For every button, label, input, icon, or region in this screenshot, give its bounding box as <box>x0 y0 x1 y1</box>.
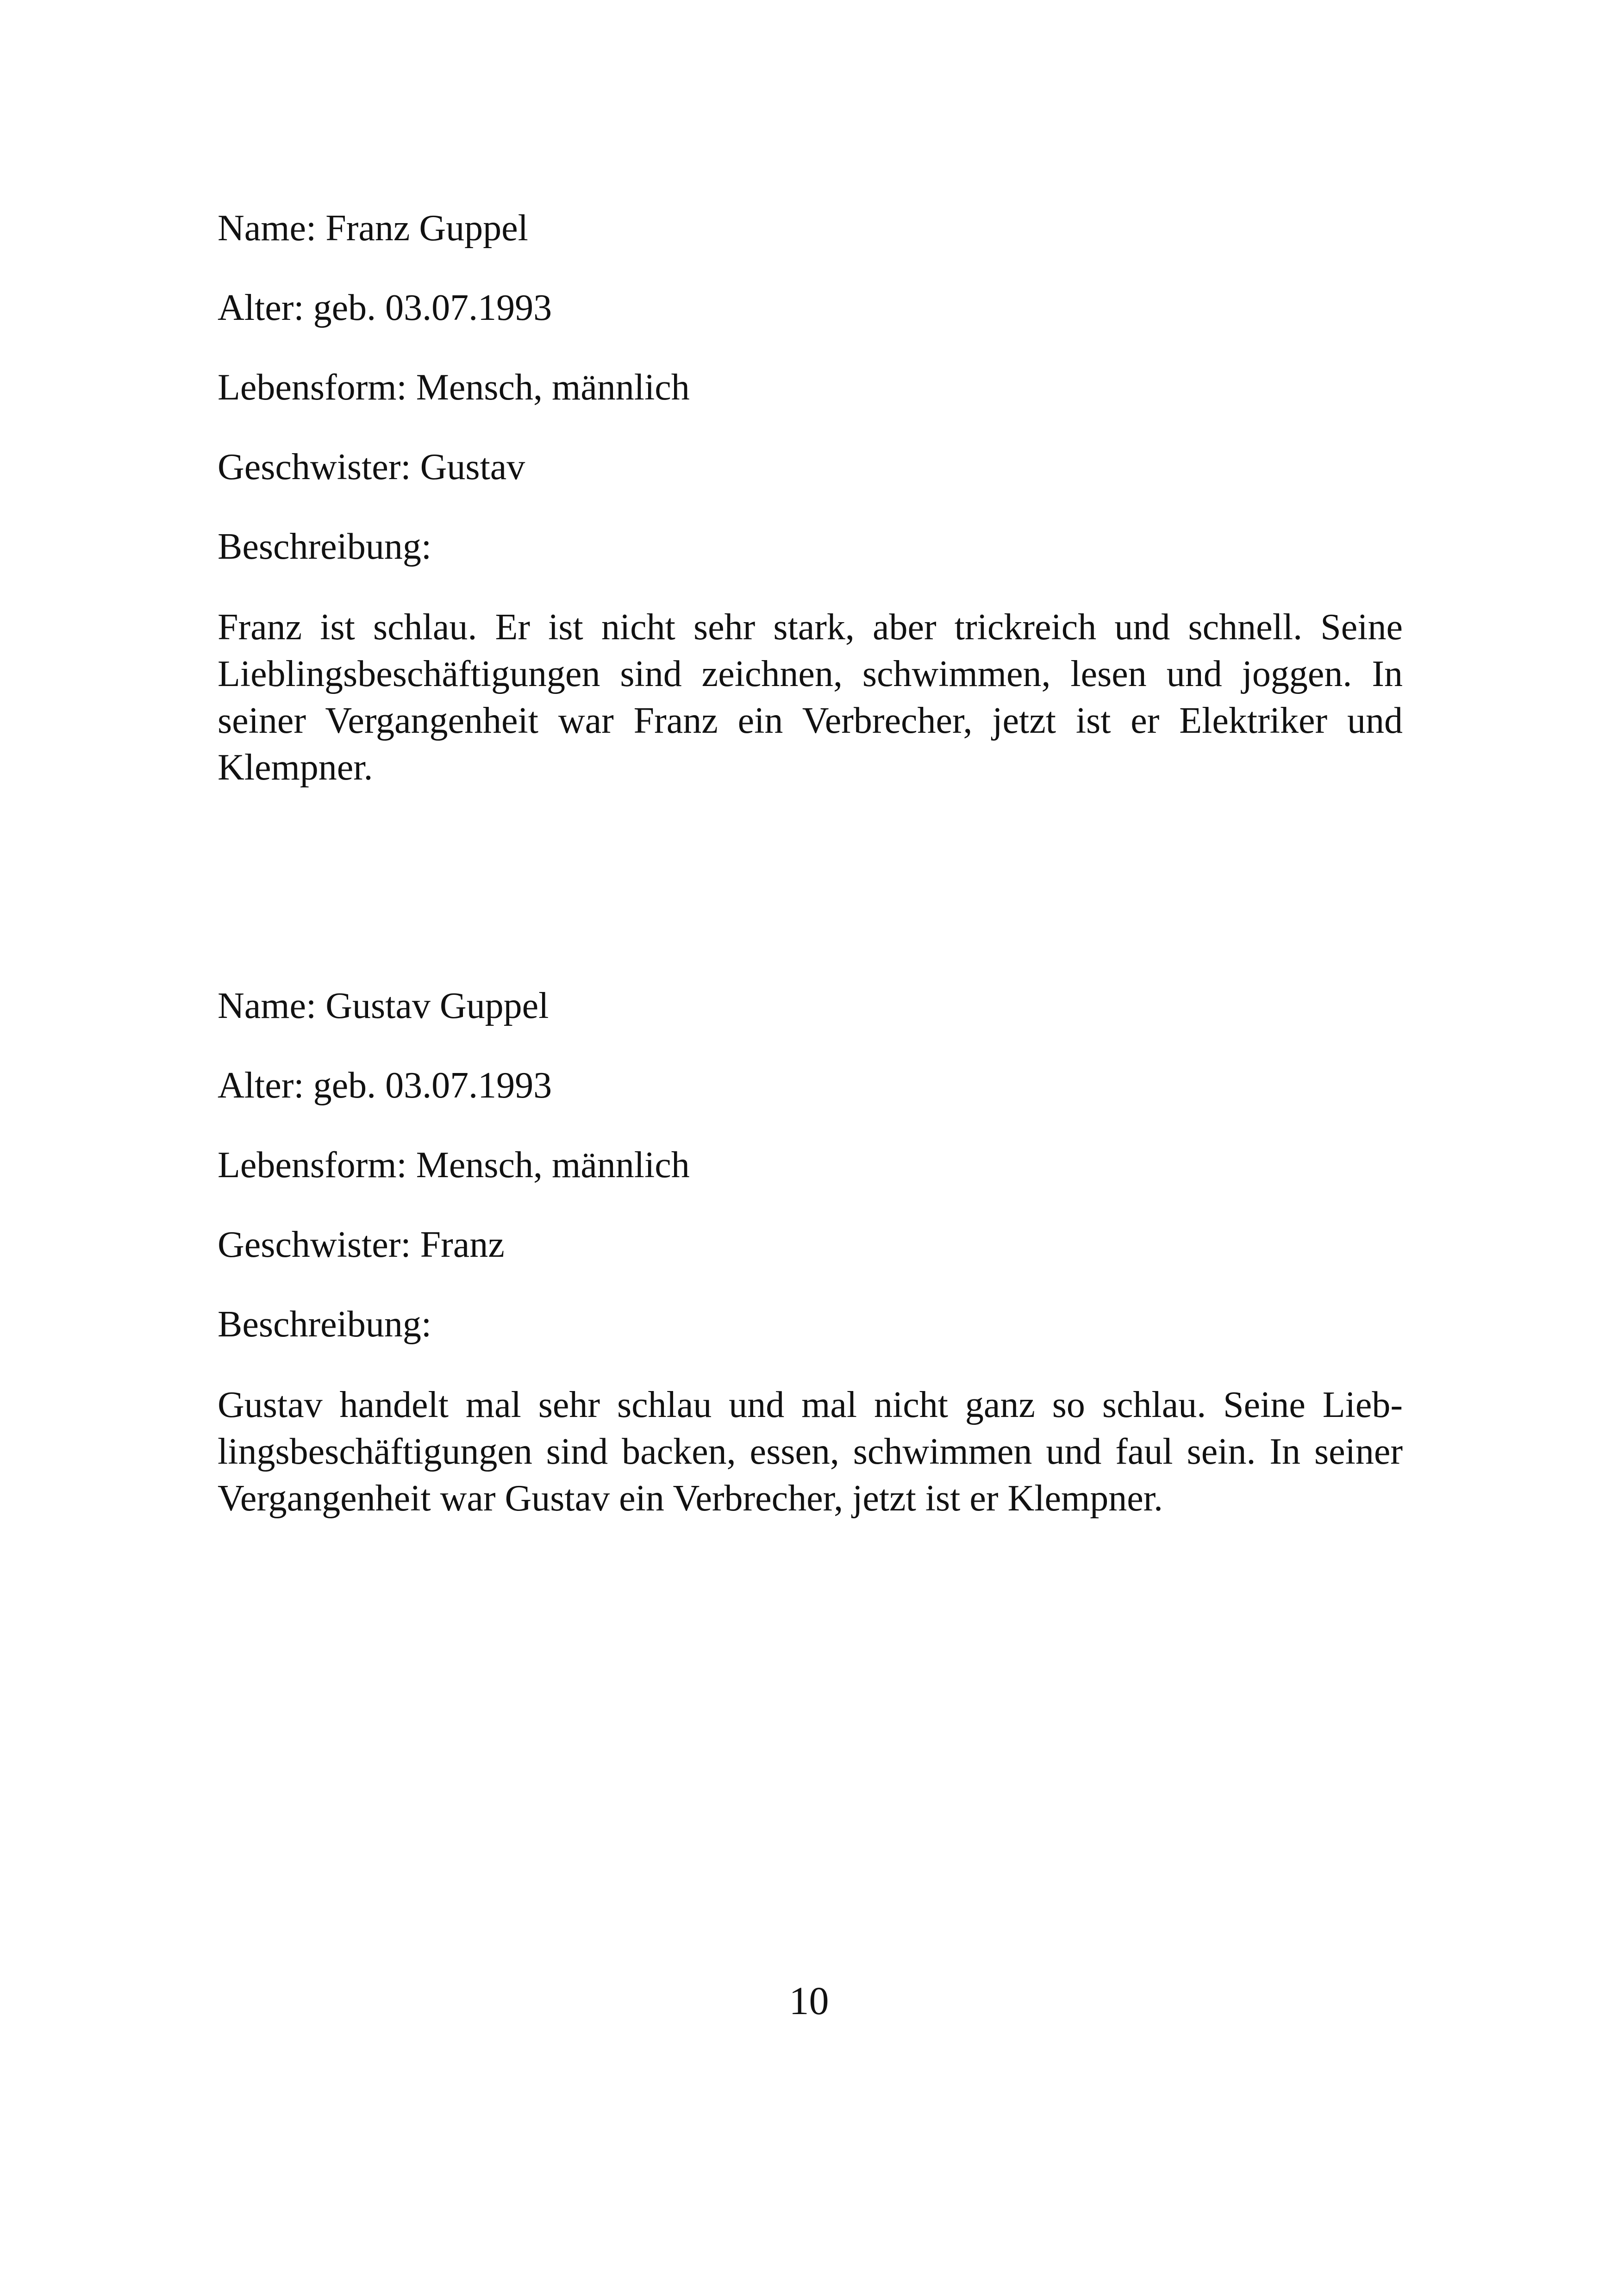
siblings-label: Geschwister: <box>218 1224 411 1265</box>
siblings-value: Gustav <box>420 447 525 487</box>
name-label: Name: <box>218 986 317 1026</box>
name-field <box>218 206 1403 250</box>
lifeform-value: Mensch, männlich <box>416 1145 690 1185</box>
siblings-field <box>218 445 1403 489</box>
age-value: geb. 03.07.1993 <box>313 1065 552 1106</box>
lifeform-field <box>218 365 1403 410</box>
lifeform-label: Lebensform: <box>218 367 407 408</box>
age-field <box>218 286 1403 330</box>
name-label: Name: <box>218 208 317 249</box>
page-number: 10 <box>789 1978 829 2023</box>
age-label: Alter: <box>218 1065 304 1106</box>
name-value: Franz Guppel <box>325 208 528 249</box>
lifeform-label: Lebensform: <box>218 1145 407 1185</box>
age-label: Alter: <box>218 287 304 328</box>
siblings-field <box>218 1223 1403 1267</box>
name-field <box>218 984 1403 1028</box>
siblings-value: Franz <box>420 1224 505 1265</box>
profile-franz <box>218 206 1403 791</box>
lifeform-field <box>218 1143 1403 1187</box>
description-label: Beschreibung: <box>218 1304 432 1345</box>
age-field <box>218 1063 1403 1108</box>
name-value: Gustav Guppel <box>325 986 549 1026</box>
lifeform-value: Mensch, männlich <box>416 367 690 408</box>
profile-gustav <box>218 984 1403 1522</box>
description-text: Gustav handelt mal sehr schlau und mal nicht ganz so schlau. Seine Lieblingsbeschäftigungen sind backen, essen, schwimmen und faul sein. In seiner Vergangenheit war Gustav ein Verbrecher, jetzt ist er Klempner. <box>218 1385 1403 1519</box>
description-text: Franz ist schlau. Er ist nicht sehr stark, aber trickreich und schnell. Seine Lieblingsbeschäftigungen sind zeichnen, schwimmen, lesen und joggen. In seiner Vergangenheit war Franz ein Verbrecher, jetzt ist er Elektriker und Klempner. <box>218 607 1403 788</box>
siblings-label: Geschwister: <box>218 447 411 487</box>
age-value: geb. 03.07.1993 <box>313 287 552 328</box>
description-label: Beschreibung: <box>218 526 432 567</box>
